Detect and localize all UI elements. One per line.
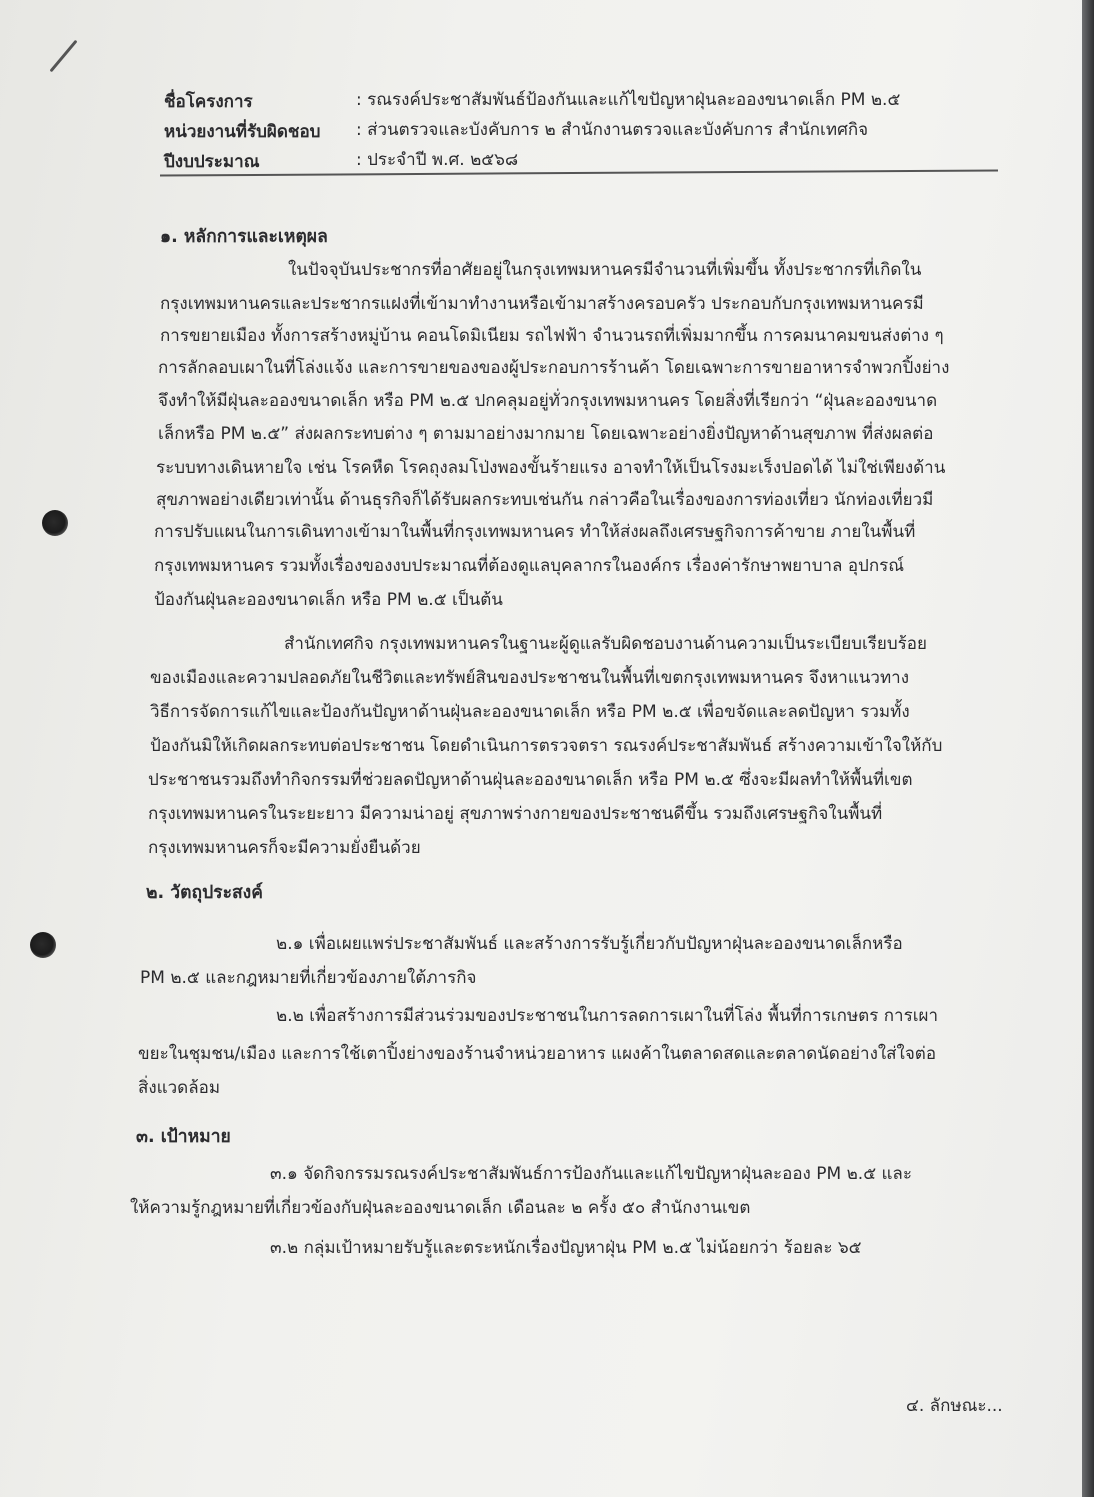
para1-line: ในปัจจุบันประชากรที่อาศัยอยู่ในกรุงเทพมหานครมีจำนวนที่เพิ่มขึ้น ทั้งประชากรที่เกิดใน: [288, 260, 922, 280]
objective-line: สิ่งแวดล้อม: [138, 1078, 221, 1098]
page-edge-shadow: [1082, 0, 1094, 1497]
para1-line: ป้องกันฝุ่นละอองขนาดเล็ก หรือ PM ๒.๕ เป็นต้น: [154, 590, 503, 610]
pen-mark: [49, 40, 77, 73]
para2-line: ของเมืองและความปลอดภัยในชีวิตและทรัพย์สินของประชาชนในพื้นที่เขตกรุงเทพมหานคร จึงหาแนวทาง: [150, 668, 909, 688]
objective-line: ๒.๒ เพื่อสร้างการมีส่วนร่วมของประชาชนในการลดการเผาในที่โล่ง พื้นที่การเกษตร การเผา: [276, 1006, 939, 1026]
para2-line: กรุงเทพมหานครก็จะมีความยั่งยืนด้วย: [148, 838, 421, 858]
section1-heading: ๑. หลักการและเหตุผล: [160, 227, 328, 247]
para1-line: การลักลอบเผาในที่โล่งแจ้ง และการขายของของผู้ประกอบการร้านค้า โดยเฉพาะการขายอาหารจำพวกปิ้งย่าง: [158, 358, 950, 378]
para1-line: จึงทำให้มีฝุ่นละอองขนาดเล็ก หรือ PM ๒.๕ ปกคลุมอยู่ทั่วกรุงเทพมหานคร โดยสิ่งที่เรียกว่า “ฝุ่นละอองขนาด: [158, 391, 938, 411]
para1-line: การขยายเมือง ทั้งการสร้างหมู่บ้าน คอนโดมิเนียม รถไฟฟ้า จำนวนรถที่เพิ่มมากขึ้น การคมนาคมขนส่งต่าง ๆ: [160, 326, 944, 346]
objective-line: ขยะในชุมชน/เมือง และการใช้เตาปิ้งย่างของร้านจำหน่วยอาหาร แผงค้าในตลาดสดและตลาดนัดอย่างใส่ใจต่อ: [138, 1044, 937, 1064]
target-line: ๓.๑ จัดกิจกรรมรณรงค์ประชาสัมพันธ์การป้องกันและแก้ไขปัญหาฝุ่นละออง PM ๒.๕ และ: [270, 1164, 912, 1184]
para2-line: ประชาชนรวมถึงทำกิจกรรมที่ช่วยลดปัญหาด้านฝุ่นละอองขนาดเล็ก หรือ PM ๒.๕ ซึ่งจะมีผลทำให้พื้นที่เขต: [148, 770, 913, 790]
punch-hole: [42, 510, 68, 536]
target-line: ให้ความรู้กฎหมายที่เกี่ยวข้องกับฝุ่นละอองขนาดเล็ก เดือนละ ๒ ครั้ง ๕๐ สำนักงานเขต: [130, 1198, 751, 1218]
para2-line: สำนักเทศกิจ กรุงเทพมหานครในฐานะผู้ดูแลรับผิดชอบงานด้านความเป็นระเบียบเรียบร้อย: [284, 634, 927, 654]
project-label: ชื่อโครงการ: [164, 92, 253, 112]
section3-heading: ๓. เป้าหมาย: [136, 1127, 231, 1147]
para1-line: การปรับแผนในการเดินทางเข้ามาในพื้นที่กรุงเทพมหานคร ทำให้ส่งผลถึงเศรษฐกิจการค้าขาย ภายในพื้นที่: [154, 522, 916, 542]
punch-hole: [30, 932, 56, 958]
para1-line: ระบบทางเดินหายใจ เช่น โรคหืด โรคถุงลมโป่งพองขั้นร้ายแรง อาจทำให้เป็นโรงมะเร็งปอดได้ ไม่ใช่เพียงด้าน: [156, 458, 946, 478]
para1-line: กรุงเทพมหานครและประชากรแฝงที่เข้ามาทำงานหรือเข้ามาสร้างครอบครัว ประกอบกับกรุงเทพมหานครมี: [160, 294, 924, 314]
continuation-marker: ๔. ลักษณะ...: [906, 1396, 1003, 1416]
project-value: : รณรงค์ประชาสัมพันธ์ป้องกันและแก้ไขปัญหาฝุ่นละอองขนาดเล็ก PM ๒.๕: [356, 90, 901, 110]
para1-line: สุขภาพอย่างเดียวเท่านั้น ด้านธุรกิจก็ได้รับผลกระทบเช่นกัน กล่าวคือในเรื่องของการท่องเที่ยว นักท่องเที่ยวมี: [156, 490, 934, 510]
objective-line: ๒.๑ เพื่อเผยแพร่ประชาสัมพันธ์ และสร้างการรับรู้เกี่ยวกับปัญหาฝุ่นละอองขนาดเล็กหรือ: [276, 934, 903, 954]
budget-value: : ประจำปี พ.ศ. ๒๕๖๘: [356, 150, 519, 170]
agency-value: : ส่วนตรวจและบังคับการ ๒ สำนักงานตรวจและบังคับการ สำนักเทศกิจ: [356, 120, 869, 140]
para1-line: กรุงเทพมหานคร รวมทั้งเรื่องของงบประมาณที่ต้องดูแลบุคลากรในองค์กร เรื่องค่ารักษาพยาบาล อุปกรณ์: [154, 556, 905, 576]
para1-line: เล็กหรือ PM ๒.๕” ส่งผลกระทบต่าง ๆ ตามมาอย่างมากมาย โดยเฉพาะอย่างยิ่งปัญหาด้านสุขภาพ ที่ส่งผลต่อ: [158, 424, 934, 444]
agency-label: หน่วยงานที่รับผิดชอบ: [164, 122, 321, 142]
para2-line: วิธีการจัดการแก้ไขและป้องกันปัญหาด้านฝุ่นละอองขนาดเล็ก หรือ PM ๒.๕ เพื่อขจัดและลดปัญหา รวมทั้ง: [150, 702, 910, 722]
para2-line: กรุงเทพมหานครในระยะยาว มีความน่าอยู่ สุขภาพร่างกายของประชาชนดีขึ้น รวมถึงเศรษฐกิจในพื้นที่: [148, 804, 883, 824]
section2-heading: ๒. วัตถุประสงค์: [146, 883, 263, 903]
target-line: ๓.๒ กลุ่มเป้าหมายรับรู้และตระหนักเรื่องปัญหาฝุ่น PM ๒.๕ ไม่น้อยกว่า ร้อยละ ๖๕: [270, 1238, 862, 1258]
para2-line: ป้องกันมิให้เกิดผลกระทบต่อประชาชน โดยดำเนินการตรวจตรา รณรงค์ประชาสัมพันธ์ สร้างความเข้าใจให้กับ: [150, 736, 943, 756]
budget-label: ปีงบประมาณ: [164, 152, 260, 172]
objective-line: PM ๒.๕ และกฎหมายที่เกี่ยวข้องภายใต้ภารกิจ: [140, 968, 477, 988]
header-divider: [160, 169, 998, 176]
